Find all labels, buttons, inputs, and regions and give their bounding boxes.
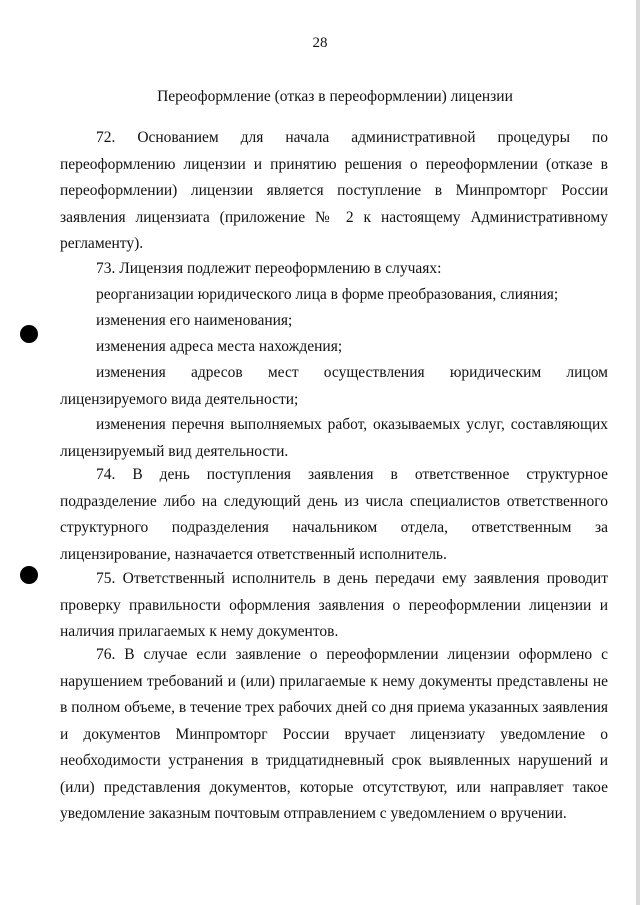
page-edge (636, 0, 640, 905)
list-item-works-list: изменения перечня выполняемых работ, оказываемых услуг, составляющих лицензируемый вид деятельности. (60, 416, 608, 460)
paragraph-76: 76. В случае если заявление о переоформлении лицензии оформлено с нарушением требований и (или) прилагаемые к нему документы представлены не в полном объеме, в течение трех рабочих дней со дня приема указанных заявления и документов Минпромторг России вручает лицензиату уведомление о необходимости устранения в тридцатидневный срок выявленных нарушений и (или) представления документов, которые отсутствуют, или направляет такое уведомление заказным почтовым отправлением с уведомлением о вручении. (60, 646, 608, 822)
punch-hole-top (20, 325, 38, 343)
paragraph-74: 74. В день поступления заявления в ответственное структурное подразделение либо на следующий день из числа специалистов ответственного структурного подразделения начальником отдела, ответственным за лицензирование, назначается ответственный исполнитель. (60, 466, 608, 563)
list-item-activity-addresses: изменения адресов мест осуществления юридическим лицом лицензируемого вида деятельности; (60, 364, 608, 408)
page-number: 28 (312, 35, 328, 51)
paragraph-75: 75. Ответственный исполнитель в день передачи ему заявления проводит проверку правильности оформления заявления о переоформлении лицензии и наличия прилагаемых к нему документов. (60, 570, 608, 640)
paragraph-72: 72. Основанием для начала административной процедуры по переоформлению лицензии и принятию решения о переоформлении (отказе в переоформлении) лицензии является поступление в Минпромторг России заявления лицензиата (приложение № 2 к настоящему Административному регламенту). (60, 129, 608, 252)
list-item-name-change: изменения его наименования; (96, 312, 293, 329)
section-title: Переоформление (отказ в переоформлении) лицензии (157, 88, 513, 105)
paragraph-73: 73. Лицензия подлежит переоформлению в случаях: (96, 260, 442, 277)
list-item-address-change: изменения адреса места нахождения; (96, 338, 343, 355)
list-item-reorganization: реорганизации юридического лица в форме преобразования, слияния; (96, 286, 559, 303)
punch-hole-bottom (20, 566, 38, 584)
